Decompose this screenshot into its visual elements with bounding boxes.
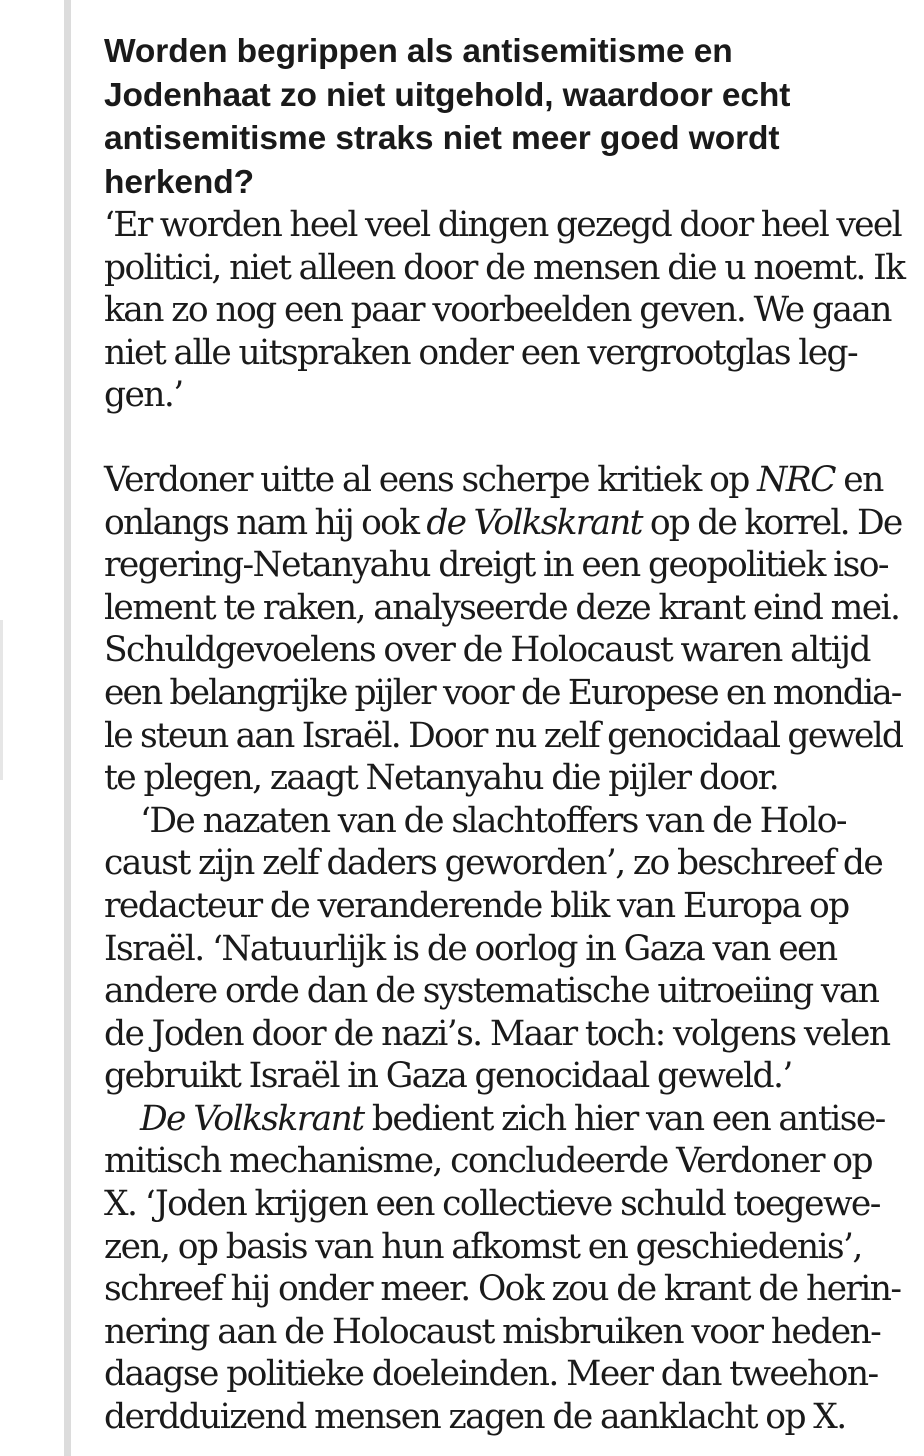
answer-line: ‘Er worden heel veel dingen gezegd door heel veel <box>104 205 901 245</box>
body-paragraph <box>104 800 890 1098</box>
body-line: een belangrijke pijler voor de Europese en mondia- <box>104 672 901 713</box>
body-line: De Volkskrant bedient zich hier van een antise- <box>140 1098 885 1139</box>
body-line: daagse politieke doeleinden. Meer dan tweehon- <box>104 1354 878 1395</box>
body-line: caust zijn zelf daders geworden’, zo beschreef de <box>104 843 883 884</box>
interview-question <box>104 30 884 204</box>
body-line: derdduizend mensen zagen de aanklacht op X. <box>104 1397 846 1438</box>
question-line: antisemitisme straks niet meer goed wordt <box>104 120 780 157</box>
body-line: le steun aan Israël. Door nu zelf genocidaal geweld <box>104 715 903 756</box>
column-divider <box>64 0 71 1456</box>
publication-name: de Volkskrant <box>426 502 642 543</box>
publication-name: De Volkskrant <box>140 1098 364 1139</box>
body-line: redacteur de veranderende blik van Europa op <box>104 885 849 926</box>
body-paragraph <box>104 459 903 800</box>
body-line: regering-Netanyahu dreigt in een geopolitiek iso- <box>104 545 888 586</box>
body-line: gebruikt Israël in Gaza genocidaal geweld.’ <box>104 1056 792 1097</box>
body-line: te plegen, zaagt Netanyahu die pijler door. <box>104 758 779 799</box>
question-line: Worden begrippen als antisemitisme en <box>104 33 733 70</box>
question-line: Jodenhaat zo niet uitgehold, waardoor echt <box>104 76 791 114</box>
body-line: de Joden door de nazi’s. Maar toch: volgens velen <box>104 1013 890 1054</box>
answer-line: gen.’ <box>104 375 183 416</box>
question-line: herkend? <box>104 163 254 201</box>
body-line: Israël. ‘Natuurlijk is de oorlog in Gaza van een <box>104 928 837 969</box>
answer-line: kan zo nog een paar voorbeelden geven. We gaan <box>104 290 891 331</box>
body-line: X. ‘Joden krijgen een collectieve schuld toegewe- <box>104 1184 880 1225</box>
body-paragraph <box>104 1098 901 1439</box>
body-line: andere orde dan de systematische uitroeiing van <box>104 971 879 1012</box>
paragraph-spacer <box>104 417 884 459</box>
article-column <box>104 30 905 1439</box>
body-line: schreef hij onder meer. Ook zou de krant de herin- <box>104 1269 901 1310</box>
interview-answer <box>104 204 905 417</box>
body-line: ‘De nazaten van de slachtoffers van de Holo- <box>140 800 846 841</box>
body-line: onlangs nam hij ook de Volkskrant op de korrel. De <box>104 502 902 543</box>
body-line: nering aan de Holocaust misbruiken voor heden- <box>104 1311 881 1352</box>
page-edge <box>0 620 3 780</box>
publication-name: NRC <box>757 459 835 500</box>
body-line: Verdoner uitte al eens scherpe kritiek op NRC en <box>104 459 883 500</box>
body-line: lement te raken, analyseerde deze krant eind mei. <box>104 587 900 628</box>
answer-line: politici, niet alleen door de mensen die u noemt. Ik <box>104 247 905 288</box>
answer-line: niet alle uitspraken onder een vergrootglas leg- <box>104 332 858 373</box>
body-line: Schuldgevoelens over de Holocaust waren altijd <box>104 630 870 671</box>
body-line: zen, op basis van hun afkomst en geschiedenis’, <box>104 1226 862 1267</box>
body-line: mitisch mechanisme, concludeerde Verdoner op <box>104 1141 872 1182</box>
